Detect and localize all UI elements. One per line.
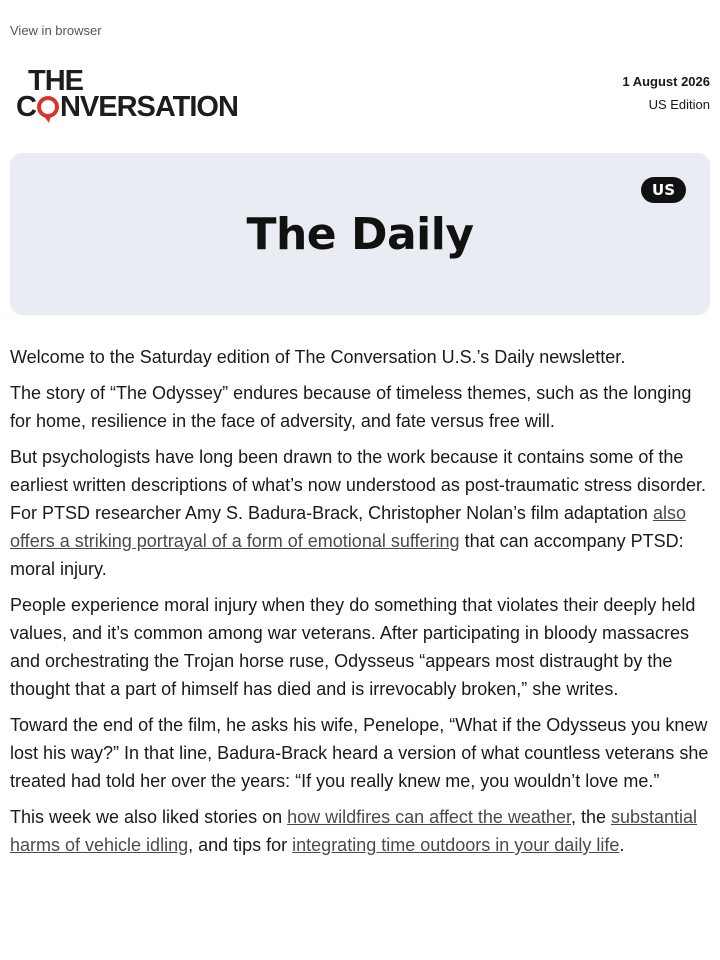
speech-bubble-icon — [37, 96, 59, 118]
view-in-browser-link[interactable]: View in browser — [10, 23, 102, 38]
text-segment: , the — [570, 807, 611, 827]
logo-letters-rest: NVERSATION — [59, 91, 238, 123]
logo-line-2 — [16, 92, 238, 122]
paragraph-odyssey: The story of “The Odyssey” endures because of timeless themes, such as the longing for home, resilience in the face of adversity, and fate versus free will. — [10, 383, 692, 431]
text-segment: , and tips for — [188, 835, 293, 855]
intro-paragraph: Welcome to the Saturday edition of The Conversation U.S.’s Daily newsletter. — [10, 347, 626, 367]
paragraph-moral-injury: People experience moral injury when they do something that violates their deeply held values, and it’s common among war veterans. After participating in bloody massacres and orchestrating the Trojan horse ruse, Odysseus “appears most distraught by the thought that a part of himself has died and is irrevocably broken,” she writes. — [10, 595, 696, 699]
paragraph-also-liked — [10, 803, 712, 859]
paragraph-ptsd — [10, 443, 712, 583]
text-segment: that can accompany PTSD: moral injury. — [10, 531, 684, 579]
text-segment: This week we also liked stories on — [10, 807, 288, 827]
the-conversation-logo[interactable] — [16, 66, 266, 126]
newsletter-title: The Daily — [246, 209, 474, 260]
logo-line-1: THE — [28, 65, 83, 97]
logo-letter-c: C — [16, 91, 36, 123]
vehicle-idling-link[interactable]: substantial harms of vehicle idling — [10, 807, 698, 855]
text-segment: . — [619, 835, 625, 855]
edition-badge: US — [641, 177, 686, 203]
newsletter-banner — [10, 153, 710, 315]
moral-injury-article-link[interactable]: also offers a striking portrayal of a form of emotional suffering — [10, 503, 686, 551]
newsletter-body — [10, 343, 712, 867]
paragraph-penelope: Toward the end of the film, he asks his wife, Penelope, “What if the Odysseus you knew lost his way?” In that line, Badura-Brack heard a version of what countless veterans she treated had told her over the years: “If you really knew me, you wouldn’t love me.” — [10, 715, 709, 791]
issue-date: 1 August 2026 — [622, 74, 710, 89]
text-segment: But psychologists have long been drawn to the work because it contains some of the earliest written descriptions of what’s now understood as post-traumatic stress disorder. For PTSD researcher Amy S. Badura-Brack, Christopher Nolan’s film adaptation — [10, 447, 706, 523]
time-outdoors-link[interactable]: integrating time outdoors in your daily life — [292, 835, 620, 855]
wildfires-weather-link[interactable]: how wildfires can affect the weather — [287, 807, 571, 827]
edition-label: US Edition — [648, 97, 710, 112]
